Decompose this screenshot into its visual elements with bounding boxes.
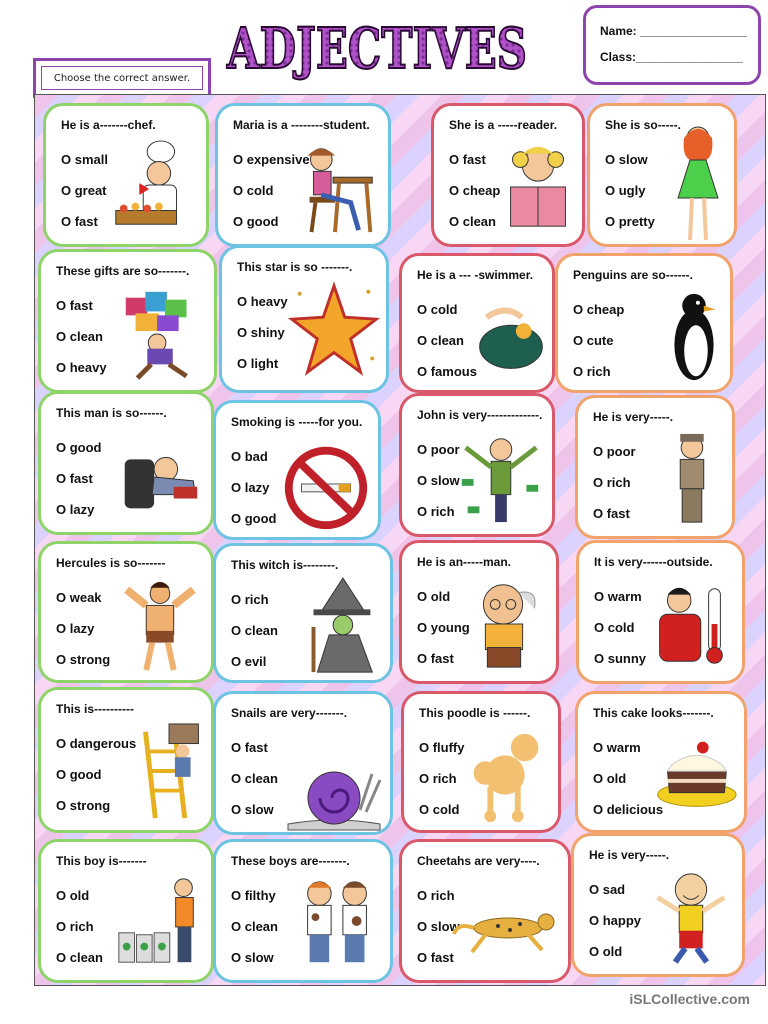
answer-option[interactable]: O clean	[231, 919, 278, 934]
cheetah-icon	[452, 892, 562, 962]
answer-option[interactable]: O rich	[56, 919, 94, 934]
answer-option[interactable]: O weak	[56, 590, 102, 605]
answer-option[interactable]: O slow	[417, 473, 460, 488]
answer-option[interactable]: O cold	[419, 802, 460, 817]
exercise-card-15	[399, 540, 559, 684]
answer-option[interactable]: O clean	[56, 950, 103, 965]
answer-option[interactable]: O shiny	[237, 325, 285, 340]
exercise-card-6	[219, 245, 389, 393]
exercise-card-18	[213, 691, 393, 835]
answer-option[interactable]: O fast	[56, 298, 93, 313]
site-footer: iSLCollective.com	[629, 991, 750, 1007]
answer-option[interactable]: O evil	[231, 654, 267, 669]
hercules-icon	[113, 576, 205, 674]
exercise-card-5	[38, 249, 217, 393]
exercise-card-4	[587, 103, 737, 247]
answer-option[interactable]: O light	[237, 356, 279, 371]
answer-option[interactable]: O rich	[417, 888, 455, 903]
answer-option[interactable]: O dangerous	[56, 736, 137, 751]
answer-option[interactable]: O good	[231, 511, 277, 526]
answer-option[interactable]: O sunny	[594, 651, 647, 666]
answer-option[interactable]: O poor	[593, 444, 636, 459]
answer-option[interactable]: O cold	[594, 620, 635, 635]
question-text: Penguins are so------.	[573, 268, 694, 282]
question-text: Smoking is -----for you.	[231, 415, 363, 429]
answer-option[interactable]: O warm	[594, 589, 642, 604]
answer-option[interactable]: O strong	[56, 798, 111, 813]
answer-option[interactable]: O fast	[56, 471, 93, 486]
question-text: He is very-----.	[589, 848, 670, 862]
answer-option[interactable]: O warm	[593, 740, 641, 755]
dirty-boys-icon	[292, 874, 384, 972]
man-carrying-gifts-icon	[116, 284, 208, 382]
question-text: Maria is a --------student.	[233, 118, 370, 132]
answer-option[interactable]: O expensive	[233, 152, 310, 167]
answer-option[interactable]: O clean	[449, 214, 496, 229]
question-text: This boy is-------	[56, 854, 147, 868]
answer-option[interactable]: O cute	[573, 333, 614, 348]
question-text: Hercules is so-------	[56, 556, 166, 570]
shiny-star-icon	[288, 280, 380, 378]
answer-option[interactable]: O rich	[231, 592, 269, 607]
answer-option[interactable]: O fluffy	[419, 740, 465, 755]
answer-option[interactable]: O slow	[605, 152, 648, 167]
cake-icon	[646, 726, 738, 824]
exercise-card-13	[38, 541, 214, 683]
answer-option[interactable]: O clean	[56, 329, 103, 344]
answer-option[interactable]: O slow	[231, 802, 274, 817]
answer-option[interactable]: O poor	[417, 442, 460, 457]
answer-option[interactable]: O pretty	[605, 214, 655, 229]
answer-option[interactable]: O filthy	[231, 888, 276, 903]
answer-option[interactable]: O small	[61, 152, 108, 167]
girl-reading-icon	[500, 138, 576, 236]
exercise-card-23	[399, 839, 571, 983]
exercise-card-17	[38, 687, 214, 833]
question-text: He is very-----.	[593, 410, 674, 424]
question-text: She is so-----.	[605, 118, 682, 132]
man-with-money-icon	[454, 428, 546, 526]
exercise-card-10	[213, 400, 381, 540]
no-smoking-icon	[280, 435, 372, 533]
answer-option[interactable]: O cheap	[449, 183, 501, 198]
answer-option[interactable]: O young	[417, 620, 470, 635]
student-info-box	[583, 5, 761, 85]
exercise-board	[34, 94, 766, 986]
snail-icon	[284, 754, 384, 834]
answer-option[interactable]: O cold	[417, 302, 458, 317]
class-field[interactable]: Class:________________	[600, 50, 743, 64]
worksheet-title	[222, 6, 532, 86]
answer-option[interactable]: O sad	[589, 882, 626, 897]
answer-option[interactable]: O slow	[417, 919, 460, 934]
exercise-card-22	[213, 839, 393, 983]
question-text: These gifts are so-------.	[56, 264, 190, 278]
question-text: He is a --- -swimmer.	[417, 268, 534, 282]
chef-icon	[108, 138, 200, 236]
question-text: She is a -----reader.	[449, 118, 558, 132]
answer-option[interactable]: O good	[56, 767, 102, 782]
answer-option[interactable]: O old	[589, 944, 623, 959]
answer-option[interactable]: O good	[233, 214, 279, 229]
question-text: This poodle is ------.	[419, 706, 531, 720]
question-text: This man is so------.	[56, 406, 167, 420]
instruction-box	[33, 58, 211, 98]
answer-option[interactable]: O rich	[573, 364, 611, 379]
exercise-card-3	[431, 103, 585, 247]
answer-option[interactable]: O fast	[231, 740, 268, 755]
answer-option[interactable]: O fast	[449, 152, 486, 167]
answer-option[interactable]: O old	[593, 771, 627, 786]
answer-option[interactable]: O happy	[589, 913, 642, 928]
exercise-card-21	[38, 839, 214, 983]
happy-boy-icon	[644, 868, 736, 966]
question-text: He is an-----man.	[417, 555, 512, 569]
exercise-card-24	[571, 833, 745, 977]
question-text: Cheetahs are very----.	[417, 854, 540, 868]
answer-option[interactable]: O heavy	[56, 360, 107, 375]
answer-option[interactable]: O clean	[231, 771, 278, 786]
name-field[interactable]: Name: ________________	[600, 24, 747, 38]
boy-recycling-icon	[113, 874, 205, 972]
question-text: He is a-------chef.	[61, 118, 156, 132]
pretty-girl-icon	[668, 120, 728, 250]
answer-option[interactable]: O fast	[61, 214, 98, 229]
answer-option[interactable]: O old	[417, 589, 451, 604]
exercise-card-2	[215, 103, 391, 247]
exercise-card-20	[575, 691, 747, 833]
answer-option[interactable]: O slow	[231, 950, 274, 965]
dangerous-ladder-icon	[135, 722, 205, 820]
answer-option[interactable]: O fast	[593, 506, 630, 521]
sleeping-man-icon	[113, 426, 205, 524]
answer-option[interactable]: O rich	[417, 504, 455, 519]
answer-option[interactable]: O lazy	[56, 502, 95, 517]
answer-option[interactable]: O heavy	[237, 294, 288, 309]
exercise-card-19	[401, 691, 561, 833]
exercise-card-7	[399, 253, 555, 393]
answer-option[interactable]: O old	[56, 888, 90, 903]
question-text: This witch is--------.	[231, 558, 339, 572]
witch-icon	[292, 578, 384, 676]
cold-man-thermometer-icon	[644, 575, 736, 673]
penguin-icon	[664, 288, 724, 386]
exercise-card-1	[43, 103, 209, 247]
question-text: This is----------	[56, 702, 134, 716]
question-text: It is very------outside.	[594, 555, 713, 569]
answer-option[interactable]: O lazy	[231, 480, 270, 495]
answer-option[interactable]: O rich	[419, 771, 457, 786]
question-text: This star is so -------.	[237, 260, 353, 274]
old-man-icon	[458, 575, 550, 673]
answer-option[interactable]: O great	[61, 183, 107, 198]
swimmer-icon	[476, 288, 546, 386]
poodle-icon	[460, 726, 552, 824]
instruction-text: Choose the correct answer.	[41, 66, 203, 90]
answer-option[interactable]: O delicious	[593, 802, 664, 817]
answer-option[interactable]: O cheap	[573, 302, 625, 317]
answer-option[interactable]: O rich	[593, 475, 631, 490]
exercise-card-12	[575, 395, 735, 539]
worksheet-title-text: ADJECTIVES	[226, 16, 528, 82]
question-text: These boys are-------.	[231, 854, 350, 868]
answer-option[interactable]: O clean	[231, 623, 278, 638]
answer-option[interactable]: O fast	[417, 651, 454, 666]
exercise-card-11	[399, 393, 555, 537]
exercise-card-8	[555, 253, 733, 393]
question-text: Snails are very-------.	[231, 706, 348, 720]
answer-option[interactable]: O good	[56, 440, 102, 455]
exercise-card-9	[38, 391, 214, 535]
answer-option[interactable]: O clean	[417, 333, 464, 348]
answer-option[interactable]: O bad	[231, 449, 268, 464]
answer-option[interactable]: O strong	[56, 652, 111, 667]
exercise-card-16	[576, 540, 745, 684]
answer-option[interactable]: O fast	[417, 950, 454, 965]
poor-old-man-icon	[656, 430, 726, 528]
question-text: This cake looks-------.	[593, 706, 714, 720]
question-text: John is very-------------.	[417, 408, 543, 422]
answer-option[interactable]: O cold	[233, 183, 274, 198]
exercise-card-14	[213, 543, 393, 683]
answer-option[interactable]: O famous	[417, 364, 477, 379]
answer-option[interactable]: O ugly	[605, 183, 646, 198]
student-at-desk-icon	[290, 138, 382, 236]
answer-option[interactable]: O lazy	[56, 621, 95, 636]
